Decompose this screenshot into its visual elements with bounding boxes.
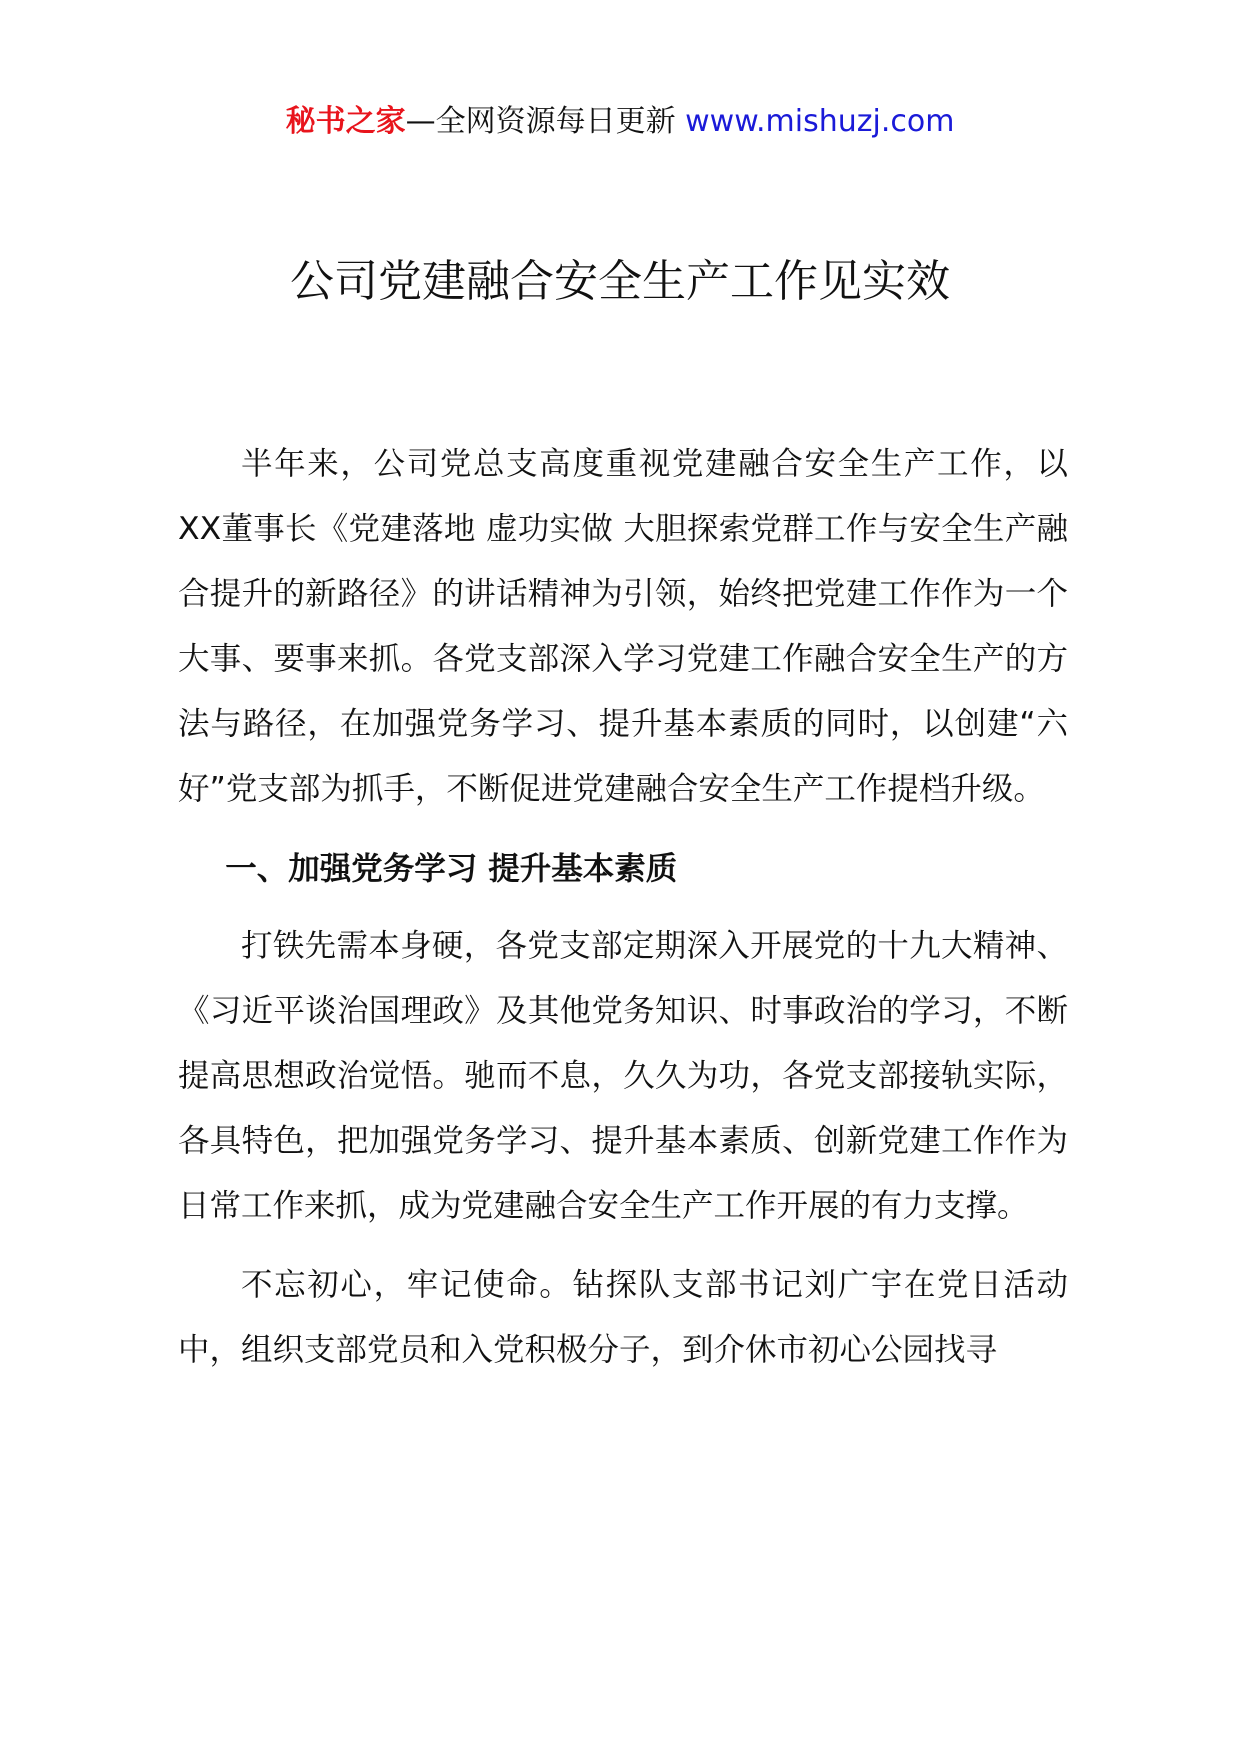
- site-header: [0, 100, 1240, 144]
- site-brand: 秘书之家: [285, 104, 406, 139]
- site-url-link[interactable]: www.mishuzj.com: [685, 104, 955, 139]
- site-tagline: —全网资源每日更新: [405, 104, 676, 139]
- intro-paragraph: 半年来，公司党总支高度重视党建融合安全生产工作，以XX董事长《党建落地 虚功实做 大胆探索党群工作与安全生产融合提升的新路径》的讲话精神为引领，始终把党建工作作为一个大事、要事来抓。各党支部深入学习党建工作融合安全生产的方法与路径，在加强党务学习、提升基本素质的同时，以创建“六好”党支部为抓手，不断促进党建融合安全生产工作提档升级。: [178, 446, 1068, 807]
- section-heading: 一、加强党务学习 提升基本素质: [225, 851, 678, 887]
- document-body: [178, 432, 1068, 1397]
- section-paragraph: 不忘初心，牢记使命。钻探队支部书记刘广宇在党日活动中，组织支部党员和入党积极分子，到介休市初心公园找寻: [178, 1267, 1068, 1368]
- section-paragraph: 打铁先需本身硬，各党支部定期深入开展党的十九大精神、《习近平谈治国理政》及其他党务知识、时事政治的学习，不断提高思想政治觉悟。驰而不息，久久为功，各党支部接轨实际，各具特色，把加强党务学习、提升基本素质、创新党建工作作为日常工作来抓，成为党建融合安全生产工作开展的有力支撑。: [178, 928, 1068, 1224]
- document-title: 公司党建融合安全生产工作见实效: [290, 256, 950, 307]
